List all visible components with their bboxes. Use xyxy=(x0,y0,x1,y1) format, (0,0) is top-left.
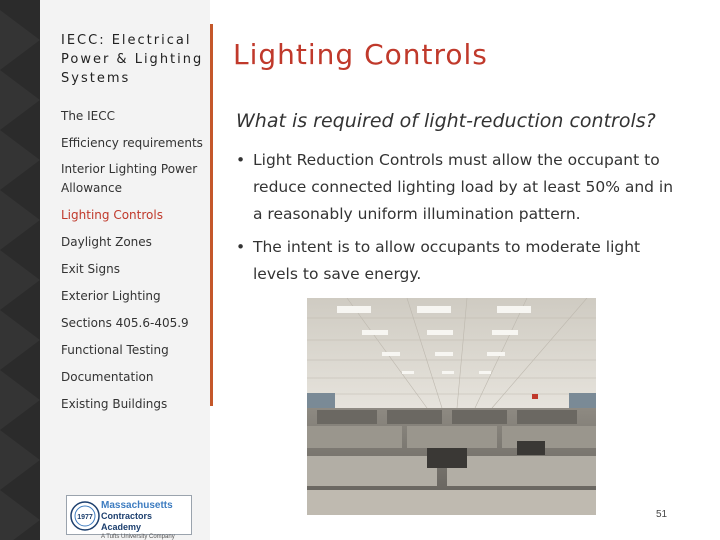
bullet-dot-icon: • xyxy=(236,151,246,169)
sidebar-item-efficiency-requirements[interactable]: Efficiency requirements xyxy=(61,136,203,150)
sidebar-item-lighting-controls[interactable]: Lighting Controls xyxy=(61,208,163,222)
office-cubicles-photo xyxy=(307,298,596,515)
logo-line-2: Contractors Academy xyxy=(101,511,153,532)
sidebar-nav xyxy=(61,107,211,414)
slide-number: 51 xyxy=(656,509,668,520)
sidebar-item-exterior-lighting[interactable]: Exterior Lighting xyxy=(61,289,161,303)
bullet-text: Light Reduction Controls must allow the occupant to reduce connected lighting load by at least 50% and in a reasonably uniform illumination pattern. xyxy=(253,151,674,223)
logo-seal-icon xyxy=(70,501,100,531)
logo-seal-text: 1977 xyxy=(77,514,93,521)
sidebar-item-sections[interactable]: Sections 405.6-405.9 xyxy=(61,316,189,330)
left-decorative-bar xyxy=(0,0,40,540)
bullet-list xyxy=(236,147,676,294)
sidebar-item-exit-signs[interactable]: Exit Signs xyxy=(61,262,120,276)
office-photo-illustration xyxy=(307,298,596,515)
bullet-dot-icon: • xyxy=(236,238,246,256)
sidebar-item-functional-testing[interactable]: Functional Testing xyxy=(61,343,169,357)
slide-question: What is required of light-reduction controls? xyxy=(236,110,656,132)
company-logo xyxy=(66,495,192,540)
bullet-text: The intent is to allow occupants to moderate light levels to save energy. xyxy=(253,238,641,283)
sidebar xyxy=(40,0,210,540)
bullet-item xyxy=(236,147,676,228)
sidebar-item-daylight-zones[interactable]: Daylight Zones xyxy=(61,235,152,249)
sidebar-item-interior-lighting-power[interactable]: Interior Lighting Power Allowance xyxy=(61,162,198,195)
slide-title: Lighting Controls xyxy=(233,38,488,71)
sidebar-item-documentation[interactable]: Documentation xyxy=(61,370,154,384)
logo-line-1: Massachusetts xyxy=(101,500,173,511)
vertical-divider xyxy=(210,24,213,406)
logo-line-3: A Tufts University Company xyxy=(101,534,175,540)
sidebar-title: IECC: Electrical Power & Lighting Systems xyxy=(61,33,204,86)
bullet-item xyxy=(236,234,676,288)
sidebar-item-the-iecc[interactable]: The IECC xyxy=(61,109,116,123)
sidebar-item-existing-buildings[interactable]: Existing Buildings xyxy=(61,397,168,411)
